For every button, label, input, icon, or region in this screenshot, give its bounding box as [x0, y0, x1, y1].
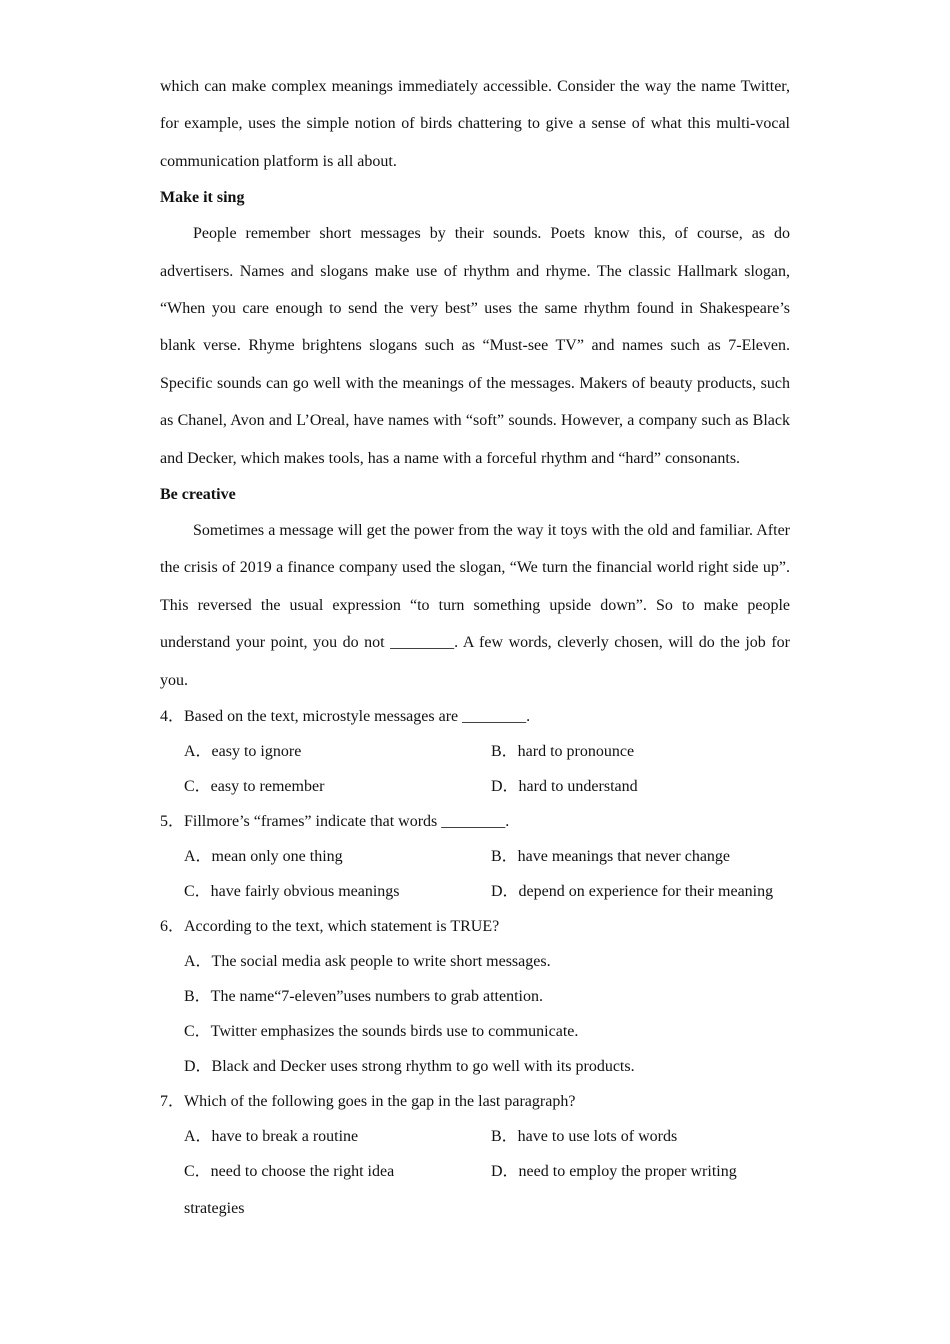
question-7 — [160, 1084, 790, 1229]
question-5-options-row-2 — [160, 874, 790, 909]
paragraph-be-creative: Sometimes a message will get the power from the way it toys with the old and familiar. After the crisis of 2019 a finance company used the slogan, “We turn the financial world right side up”. This reversed the usual expression “to turn something upside down”. So to make people understand your point, you do not ________. A few words, cleverly chosen, will do the job for you. — [160, 522, 790, 689]
question-7-options-row-2 — [160, 1154, 790, 1189]
question-7-stem: 7．Which of the following goes in the gap in the last paragraph? — [160, 1093, 576, 1111]
question-7-option-d-continued: strategies — [184, 1200, 245, 1218]
question-4-option-a: A．easy to ignore — [184, 743, 302, 761]
question-4-option-c: C．easy to remember — [184, 778, 325, 796]
question-5-options-row-1 — [160, 839, 790, 874]
heading-be-creative: Be creative — [160, 486, 236, 504]
question-5-option-a: A．mean only one thing — [184, 848, 343, 866]
question-6-option-b: B．The name“7-eleven”uses numbers to grab attention. — [184, 988, 543, 1006]
question-6-stem: 6．According to the text, which statement is TRUE? — [160, 918, 500, 936]
question-4-options-row-1 — [160, 734, 790, 769]
question-4-options-row-2 — [160, 769, 790, 804]
question-7-option-c: C．need to choose the right idea — [184, 1163, 395, 1181]
document-page — [160, 68, 790, 1229]
question-7-option-a: A．have to break a routine — [184, 1128, 359, 1146]
question-4-option-d: D．hard to understand — [491, 778, 638, 796]
question-7-option-b: B．have to use lots of words — [491, 1128, 678, 1146]
question-4-stem: 4．Based on the text, microstyle messages are ________. — [160, 708, 531, 726]
question-5-option-d: D．depend on experience for their meaning — [491, 883, 774, 901]
question-4-option-b: B．hard to pronounce — [491, 743, 635, 761]
question-5 — [160, 804, 790, 909]
question-6 — [160, 909, 790, 1084]
question-5-stem: 5．Fillmore’s “frames” indicate that words ________. — [160, 813, 510, 831]
question-5-option-c: C．have fairly obvious meanings — [184, 883, 400, 901]
question-5-option-b: B．have meanings that never change — [491, 848, 731, 866]
heading-make-it-sing: Make it sing — [160, 189, 245, 207]
question-7-option-d: D．need to employ the proper writing — [491, 1163, 737, 1181]
paragraph-make-it-sing: People remember short messages by their sounds. Poets know this, of course, as do advertisers. Names and slogans make use of rhythm and rhyme. The classic Hallmark slogan, “When you care enough to send the very best” uses the same rhythm found in Shakespeare’s blank verse. Rhyme brightens slogans such as “Must-see TV” and names such as 7-Eleven. Specific sounds can go well with the meanings of the messages. Makers of beauty products, such as Chanel, Avon and L’Oreal, have names with “soft” sounds. However, a company such as Black and Decker, which makes tools, has a name with a forceful rhythm and “hard” consonants. — [160, 225, 790, 467]
question-7-options-row-1 — [160, 1119, 790, 1154]
question-6-option-d: D．Black and Decker uses strong rhythm to go well with its products. — [184, 1058, 635, 1076]
question-4 — [160, 699, 790, 804]
question-6-option-c: C．Twitter emphasizes the sounds birds use to communicate. — [184, 1023, 579, 1041]
question-6-option-a: A．The social media ask people to write short messages. — [184, 953, 551, 971]
paragraph-intro: which can make complex meanings immediately accessible. Consider the way the name Twitter, for example, uses the simple notion of birds chattering to give a sense of what this multi-vocal communication platform is all about. — [160, 78, 790, 170]
